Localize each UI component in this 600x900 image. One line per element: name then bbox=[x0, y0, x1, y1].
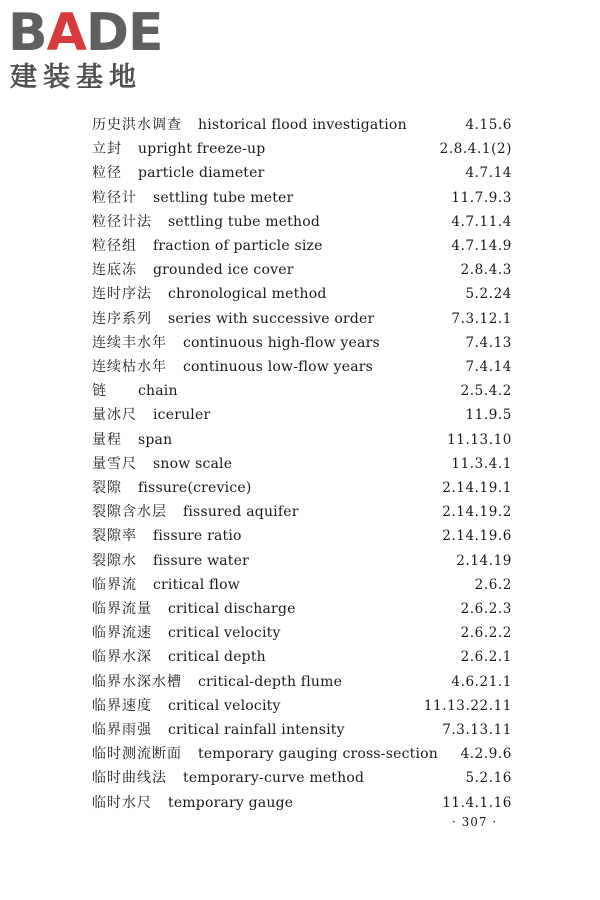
entry-english-term: fissure water bbox=[153, 552, 250, 569]
logo-letter-a: A bbox=[46, 3, 86, 63]
entry-chinese-term: 量雪尺 bbox=[92, 455, 137, 472]
entry-section-reference: 2.14.19.1 bbox=[442, 480, 512, 496]
glossary-entry bbox=[92, 210, 512, 234]
entry-section-reference: 2.6.2.2 bbox=[460, 625, 512, 642]
entry-english-term: particle diameter bbox=[138, 165, 265, 182]
entry-section-reference: 11.7.9.3 bbox=[451, 189, 512, 206]
glossary-entry bbox=[92, 355, 512, 379]
glossary-entry bbox=[92, 500, 512, 524]
entry-section-reference: 2.6.2 bbox=[474, 576, 512, 593]
glossary-entry bbox=[92, 524, 512, 548]
entry-section-reference: 4.7.11.4 bbox=[451, 213, 512, 230]
entry-chinese-term: 粒径 bbox=[92, 165, 122, 182]
entry-chinese-term: 裂隙率 bbox=[92, 528, 137, 545]
entry-chinese-term: 临界水深水槽 bbox=[92, 673, 182, 690]
entry-english-term: fissure ratio bbox=[153, 528, 242, 545]
entry-chinese-term: 临界水深 bbox=[92, 649, 152, 666]
entry-english-term: continuous high-flow years bbox=[183, 334, 380, 351]
glossary-entry bbox=[92, 670, 512, 694]
glossary-entry bbox=[92, 476, 512, 500]
glossary-entry bbox=[92, 186, 512, 210]
glossary-entry bbox=[92, 161, 512, 185]
entry-chinese-term: 临界流速 bbox=[92, 625, 152, 642]
glossary-entry bbox=[92, 597, 512, 621]
entry-chinese-term: 连续枯水年 bbox=[92, 359, 167, 375]
entry-section-reference: 11.13.10 bbox=[447, 431, 512, 448]
glossary-entry bbox=[92, 791, 512, 815]
entry-section-reference: 5.2.16 bbox=[465, 770, 512, 787]
entry-section-reference: 11.4.1.16 bbox=[442, 794, 512, 811]
entry-chinese-term: 粒径计 bbox=[92, 189, 137, 206]
entry-chinese-term: 连序系列 bbox=[92, 310, 152, 327]
entry-chinese-term: 链 bbox=[92, 383, 107, 400]
entry-chinese-term: 裂隙含水层 bbox=[92, 504, 167, 521]
glossary-entry bbox=[92, 621, 512, 645]
entry-english-term: temporary-curve method bbox=[183, 770, 365, 787]
entry-section-reference: 4.6.21.1 bbox=[451, 673, 512, 690]
logo-letters-de: DE bbox=[85, 3, 163, 63]
entry-english-term: iceruler bbox=[153, 407, 211, 424]
entry-english-term: critical discharge bbox=[168, 601, 296, 617]
entry-english-term: fraction of particle size bbox=[153, 238, 323, 254]
entry-section-reference: 2.14.19.6 bbox=[442, 528, 512, 545]
entry-section-reference: 11.9.5 bbox=[465, 407, 512, 424]
glossary-entry bbox=[92, 282, 512, 306]
glossary-entry bbox=[92, 645, 512, 669]
glossary-entry bbox=[92, 766, 512, 790]
page-number: · 307 · bbox=[452, 815, 498, 829]
entry-english-term: critical depth bbox=[168, 649, 266, 666]
entry-english-term: critical rainfall intensity bbox=[168, 722, 345, 738]
entry-chinese-term: 临时曲线法 bbox=[92, 770, 167, 787]
glossary-entry bbox=[92, 452, 512, 476]
entry-chinese-term: 裂隙水 bbox=[92, 552, 137, 569]
entry-chinese-term: 量程 bbox=[92, 431, 122, 448]
glossary-entry bbox=[92, 742, 512, 766]
entry-english-term: grounded ice cover bbox=[153, 262, 294, 279]
entry-english-term: temporary gauging cross-section bbox=[198, 746, 438, 763]
entry-chinese-term: 裂隙 bbox=[92, 480, 122, 496]
entry-english-term: span bbox=[138, 431, 173, 448]
glossary-entry bbox=[92, 694, 512, 718]
logo-wordmark bbox=[8, 4, 163, 62]
entry-section-reference: 11.3.4.1 bbox=[451, 455, 512, 472]
glossary-entry bbox=[92, 331, 512, 355]
entry-section-reference: 2.6.2.3 bbox=[460, 601, 512, 617]
glossary-entry bbox=[92, 428, 512, 452]
logo-letter-b: B bbox=[8, 3, 47, 63]
entry-section-reference: 4.2.9.6 bbox=[460, 746, 512, 763]
entry-chinese-term: 粒径计法 bbox=[92, 213, 152, 230]
entry-chinese-term: 临界速度 bbox=[92, 697, 152, 714]
entry-section-reference: 4.7.14 bbox=[465, 165, 512, 182]
entry-english-term: continuous low-flow years bbox=[183, 359, 374, 375]
entry-chinese-term: 连时序法 bbox=[92, 286, 152, 303]
logo-subtitle: 建装基地 bbox=[10, 62, 142, 93]
entry-english-term: critical-depth flume bbox=[198, 673, 343, 690]
entry-english-term: fissure(crevice) bbox=[138, 480, 252, 496]
entry-english-term: critical velocity bbox=[168, 697, 281, 714]
entry-section-reference: 2.8.4.1(2) bbox=[439, 141, 512, 158]
entry-section-reference: 7.3.13.11 bbox=[442, 722, 512, 738]
entry-chinese-term: 粒径组 bbox=[92, 238, 137, 254]
entry-chinese-term: 临界雨强 bbox=[92, 722, 152, 738]
entry-section-reference: 7.4.14 bbox=[465, 359, 512, 375]
glossary-entry bbox=[92, 137, 512, 161]
entry-section-reference: 2.14.19.2 bbox=[442, 504, 512, 521]
entry-section-reference: 5.2.24 bbox=[465, 286, 512, 303]
glossary-entry bbox=[92, 113, 512, 137]
entry-english-term: series with successive order bbox=[168, 310, 375, 327]
glossary-entry bbox=[92, 379, 512, 403]
entry-english-term: chronological method bbox=[168, 286, 327, 303]
entry-section-reference: 7.4.13 bbox=[465, 334, 512, 351]
entry-chinese-term: 临界流 bbox=[92, 576, 137, 593]
entry-chinese-term: 立封 bbox=[92, 141, 122, 158]
glossary-entry bbox=[92, 573, 512, 597]
entry-chinese-term: 临时测流断面 bbox=[92, 746, 182, 763]
entry-section-reference: 2.5.4.2 bbox=[460, 383, 512, 400]
entry-chinese-term: 量冰尺 bbox=[92, 407, 137, 424]
entry-section-reference: 2.14.19 bbox=[456, 552, 512, 569]
entry-english-term: settling tube method bbox=[168, 213, 321, 230]
entry-chinese-term: 历史洪水调查 bbox=[92, 117, 182, 133]
entry-chinese-term: 临时水尺 bbox=[92, 794, 152, 811]
glossary-entry bbox=[92, 549, 512, 573]
entry-english-term: snow scale bbox=[153, 455, 233, 472]
entry-english-term: historical flood investigation bbox=[198, 117, 407, 133]
entry-english-term: fissured aquifer bbox=[183, 504, 299, 521]
entry-chinese-term: 连续丰水年 bbox=[92, 334, 167, 351]
entry-section-reference: 4.7.14.9 bbox=[451, 238, 512, 254]
glossary-entry bbox=[92, 234, 512, 258]
glossary-entry bbox=[92, 718, 512, 742]
entry-english-term: critical flow bbox=[153, 576, 240, 593]
entry-english-term: critical velocity bbox=[168, 625, 281, 642]
entry-section-reference: 7.3.12.1 bbox=[451, 310, 512, 327]
entry-chinese-term: 临界流量 bbox=[92, 601, 152, 617]
glossary-entry bbox=[92, 258, 512, 282]
entry-section-reference: 4.15.6 bbox=[465, 117, 512, 133]
entry-section-reference: 11.13.22.11 bbox=[423, 697, 512, 714]
entry-english-term: settling tube meter bbox=[153, 189, 294, 206]
entry-section-reference: 2.6.2.1 bbox=[460, 649, 512, 666]
entry-section-reference: 2.8.4.3 bbox=[460, 262, 512, 279]
entry-english-term: upright freeze-up bbox=[138, 141, 266, 158]
entry-english-term: temporary gauge bbox=[168, 794, 294, 811]
site-logo bbox=[8, 4, 188, 96]
glossary-entry bbox=[92, 307, 512, 331]
entry-english-term: chain bbox=[138, 383, 178, 400]
entry-chinese-term: 连底冻 bbox=[92, 262, 137, 279]
glossary-entry bbox=[92, 403, 512, 427]
